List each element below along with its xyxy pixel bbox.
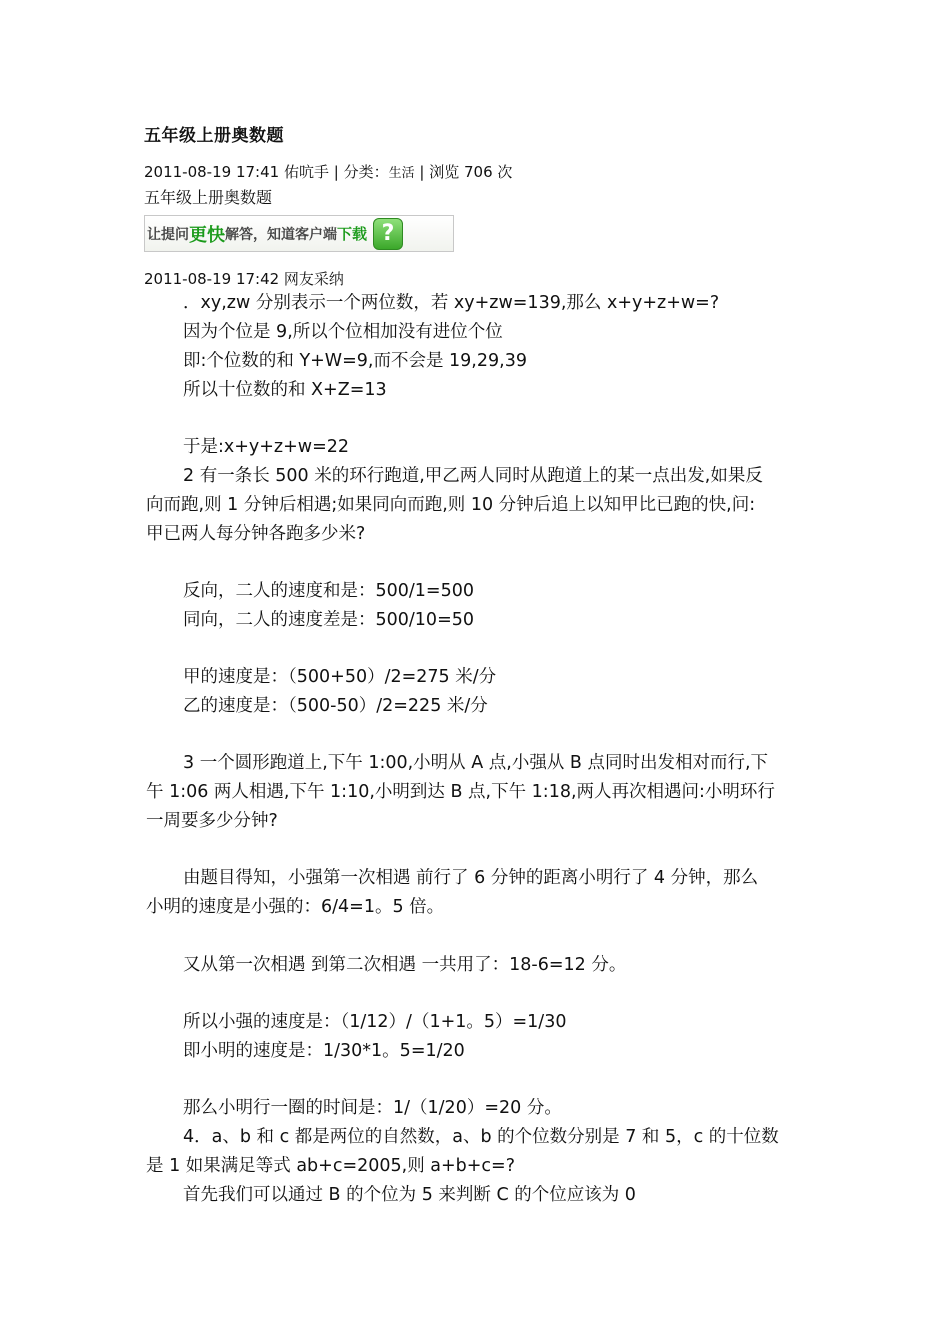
text-line: 即:个位数的和 Y+W=9,而不会是 19,29,39 [183, 351, 527, 371]
text-line: 午 1:06 两人相遇,下午 1:10,小明到达 B 点,下午 1:18,两人再次相遇问:小明环行 [146, 782, 775, 802]
banner-text-2: 更快 [189, 224, 225, 246]
text-line: 由题目得知，小强第一次相遇 前行了 6 分钟的距离小明行了 4 分钟，那么 [183, 868, 759, 888]
text-line: ．xy,zw 分别表示一个两位数，若 xy+zw=139,那么 x+y+z+w=? [183, 293, 720, 313]
banner-text-3: 解答，知道客户端 [225, 226, 337, 243]
view-count: 浏览 706 次 [429, 163, 513, 181]
text-line: 首先我们可以通过 B 的个位为 5 来判断 C 的个位应该为 0 [183, 1185, 636, 1205]
text-line: 又从第一次相遇 到第二次相遇 一共用了：18-6=12 分。 [183, 955, 627, 975]
text-line: 一周要多少分钟? [146, 811, 278, 831]
text-line: 是 1 如果满足等式 ab+c=2005,则 a+b+c=? [146, 1156, 515, 1176]
text-line: 向而跑,则 1 分钟后相遇;如果同向而跑,则 10 分钟后追上以知甲比已跑的快,问: [146, 495, 756, 515]
text-line: 4．a、b 和 c 都是两位的自然数，a、b 的个位数分别是 7 和 5，c 的十位数 [183, 1127, 779, 1147]
category-link[interactable]: 生活 [388, 166, 415, 181]
meta-separator: | [419, 163, 425, 181]
post-author: 佑吭手 [283, 163, 329, 181]
text-line: 所以十位数的和 X+Z=13 [183, 380, 387, 400]
category-label: 分类： [343, 163, 389, 181]
banner-text-4: 下载 [337, 225, 368, 243]
text-line: 小明的速度是小强的：6/4=1。5 倍。 [146, 897, 445, 917]
answer-meta: 2011-08-19 17:42 网友采纳 [144, 270, 344, 288]
text-line: 因为个位是 9,所以个位相加没有进位个位 [183, 322, 503, 342]
question-subtitle: 五年级上册奥数题 [144, 188, 273, 207]
text-line: 甲的速度是：（500+50）/2=275 米/分 [183, 667, 497, 687]
text-line: 3 一个圆形跑道上,下午 1:00,小明从 A 点,小强从 B 点同时出发相对而行,下 [183, 753, 769, 773]
text-line: 同向，二人的速度差是：500/10=50 [183, 610, 474, 630]
meta-separator: | [333, 163, 339, 181]
text-line: 反向，二人的速度和是：500/1=500 [183, 581, 474, 601]
post-datetime: 2011-08-19 17:41 [144, 163, 280, 181]
text-line: 那么小明行一圈的时间是：1/（1/20）=20 分。 [183, 1098, 562, 1118]
text-line: 甲已两人每分钟各跑多少米? [146, 524, 366, 544]
page-title: 五年级上册奥数题 [144, 126, 284, 146]
text-line: 乙的速度是：（500-50）/2=225 米/分 [183, 696, 488, 716]
app-download-banner[interactable] [144, 215, 454, 252]
text-line: 2 有一条长 500 米的环行跑道,甲乙两人同时从跑道上的某一点出发,如果反 [183, 466, 763, 486]
text-line: 即小明的速度是：1/30*1。5=1/20 [183, 1041, 465, 1061]
question-mark-icon: ? [373, 218, 403, 250]
text-line: 所以小强的速度是：（1/12）/（1+1。5）=1/30 [183, 1012, 567, 1032]
post-meta [144, 161, 512, 182]
text-line: 于是:x+y+z+w=22 [183, 437, 350, 457]
banner-text-1: 让提问 [147, 226, 189, 243]
